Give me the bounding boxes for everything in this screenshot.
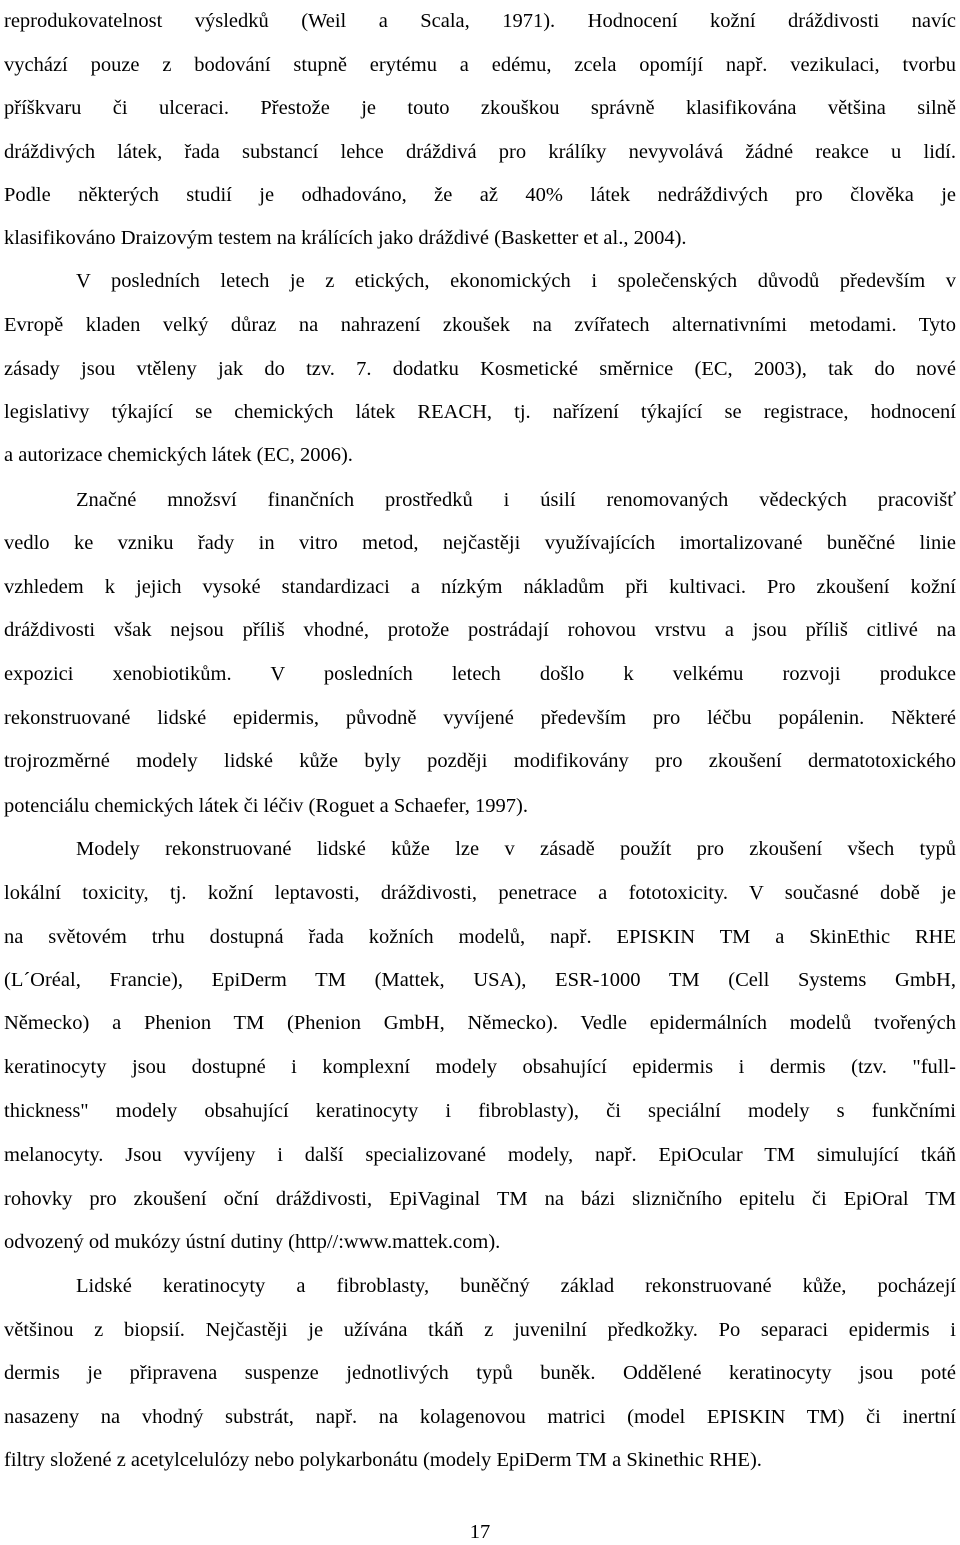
text-line: trojrozměrné modely lidské kůže byly později modifikovány pro zkoušení dermatotoxického <box>4 750 956 772</box>
text-line: V posledních letech je z etických, ekonomických i společenských důvodů především v <box>76 270 956 292</box>
text-line: Modely rekonstruované lidské kůže lze v zásadě použít pro zkoušení všech typů <box>76 838 956 860</box>
text-line: Podle některých studií je odhadováno, že až 40% látek nedráždivých pro člověka je <box>4 184 956 206</box>
text-line: vychází pouze z bodování stupně erytému a edému, zcela opomíjí např. vezikulaci, tvorbu <box>4 54 956 76</box>
text-line: nasazeny na vhodný substrát, např. na kolagenovou matrici (model EPISKIN TM) či inertní <box>4 1406 956 1428</box>
text-line: melanocyty. Jsou vyvíjeny i další specializované modely, např. EpiOcular TM simulující tkáň <box>4 1144 956 1166</box>
text-line: dráždivých látek, řada substancí lehce dráždivá pro králíky nevyvolává žádné reakce u lidí. <box>4 141 956 163</box>
text-line: lokální toxicity, tj. kožní leptavosti, dráždivosti, penetrace a fototoxicity. V současné době je <box>4 882 956 904</box>
text-line: Evropě kladen velký důraz na nahrazení zkoušek na zvířatech alternativními metodami. Tyto <box>4 314 956 336</box>
text-line: thickness" modely obsahující keratinocyty i fibroblasty), či speciální modely s funkčními <box>4 1100 956 1122</box>
text-line: vedlo ke vzniku řady in vitro metod, nejčastěji využívajících imortalizované buněčné linie <box>4 532 956 554</box>
text-line: Značné množsví finančních prostředků i úsilí renomovaných vědeckých pracovišť <box>76 489 956 511</box>
text-line: Německo) a Phenion TM (Phenion GmbH, Německo). Vedle epidermálních modelů tvořených <box>4 1012 956 1034</box>
text-line: filtry složené z acetylcelulózy nebo polykarbonátu (modely EpiDerm TM a Skinethic RHE). <box>4 1449 762 1471</box>
page-number: 17 <box>469 1521 491 1543</box>
text-line: Lidské keratinocyty a fibroblasty, buněčný základ rekonstruované kůže, pocházejí <box>76 1275 956 1297</box>
text-line: na světovém trhu dostupná řada kožních modelů, např. EPISKIN TM a SkinEthic RHE <box>4 926 956 948</box>
text-line: vzhledem k jejich vysoké standardizaci a nízkým nákladům při kultivaci. Pro zkoušení kožní <box>4 576 956 598</box>
text-line: a autorizace chemických látek (EC, 2006). <box>4 444 353 466</box>
text-line: dermis je připravena suspenze jednotlivých typů buněk. Oddělené keratinocyty jsou poté <box>4 1362 956 1384</box>
text-line: potenciálu chemických látek či léčiv (Roguet a Schaefer, 1997). <box>4 795 528 817</box>
text-line: rohovky pro zkoušení oční dráždivosti, EpiVaginal TM na bázi slizničního epitelu či EpiOral TM <box>4 1188 956 1210</box>
text-line: reprodukovatelnost výsledků (Weil a Scala, 1971). Hodnocení kožní dráždivosti navíc <box>4 10 956 32</box>
text-line: keratinocyty jsou dostupné i komplexní modely obsahující epidermis i dermis (tzv. "full- <box>4 1056 956 1078</box>
text-line: (L´Oréal, Francie), EpiDerm TM (Mattek, USA), ESR-1000 TM (Cell Systems GmbH, <box>4 969 956 991</box>
text-line: expozici xenobiotikům. V posledních letech došlo k velkému rozvoji produkce <box>4 663 956 685</box>
text-line: příškvaru či ulceraci. Přestože je touto zkouškou správně klasifikována většina silně <box>4 97 956 119</box>
text-line: rekonstruované lidské epidermis, původně vyvíjené především pro léčbu popálenin. Některé <box>4 707 956 729</box>
text-line: legislativy týkající se chemických látek REACH, tj. nařízení týkající se registrace, hodnocení <box>4 401 956 423</box>
text-line: klasifikováno Draizovým testem na králících jako dráždivé (Basketter et al., 2004). <box>4 227 687 249</box>
text-line: většinou z biopsií. Nejčastěji je užívána tkáň z juvenilní předkožky. Po separaci epidermis i <box>4 1319 956 1341</box>
text-line: dráždivosti však nejsou příliš vhodné, protože postrádají rohovou vrstvu a jsou příliš citlivé na <box>4 619 956 641</box>
text-line: odvozený od mukózy ústní dutiny (http//:www.mattek.com). <box>4 1231 501 1253</box>
text-line: zásady jsou vtěleny jak do tzv. 7. dodatku Kosmetické směrnice (EC, 2003), tak do nové <box>4 358 956 380</box>
